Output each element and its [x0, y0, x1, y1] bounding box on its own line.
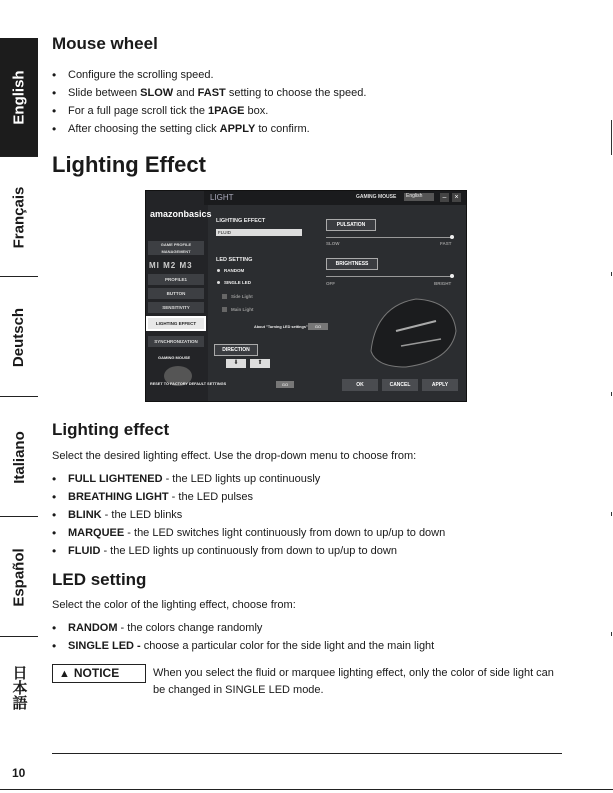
page-number: 10 — [12, 766, 26, 780]
mouse-image — [361, 291, 461, 371]
go-button[interactable]: GO — [308, 323, 328, 330]
sensitivity-nav[interactable]: SENSITIVITY — [148, 302, 204, 313]
edge-tick — [611, 392, 612, 396]
main-light-label: Main Light — [231, 307, 254, 312]
bottom-rule — [0, 789, 613, 790]
profile-select[interactable]: PROFILE1 — [148, 274, 204, 285]
lang-tab-label: 日本語 — [10, 664, 28, 710]
lang-tab-label: Español — [10, 547, 28, 607]
brightness-button[interactable]: BRIGHTNESS — [326, 258, 378, 270]
warning-icon: ▲ — [59, 668, 70, 680]
list-item: • SINGLE LED - choose a particular color for the side light and the main light — [68, 637, 434, 655]
direction-down-icon[interactable]: ⬇ — [226, 359, 246, 368]
lang-tab-espanol — [0, 516, 38, 637]
lang-tab-label: Italiano — [10, 430, 28, 484]
minimize-icon[interactable]: – — [440, 193, 449, 202]
pulsation-knob[interactable] — [450, 235, 454, 239]
close-icon[interactable]: × — [452, 193, 461, 202]
about-led-label: About "Turning LED settings" — [254, 325, 308, 329]
side-light-label: Side Light — [231, 294, 253, 299]
side-light-checkbox[interactable] — [222, 294, 227, 299]
list-item: • Slide between SLOW and FAST setting to choose the speed. — [68, 84, 366, 102]
list-item: • FLUID - the LED lights up continuously from down to up/up to down — [68, 542, 445, 560]
list-item: • FULL LIGHTENED - the LED lights up continuously — [68, 470, 445, 488]
right-edge-ticks — [607, 0, 613, 793]
mouse-wheel-list — [52, 66, 366, 138]
lighting-effect-label: LIGHTING EFFECT — [216, 218, 266, 224]
slow-label: SLOW — [326, 241, 340, 246]
edge-tick — [611, 632, 612, 636]
fast-label: FAST — [440, 241, 452, 246]
led-setting-heading: LED setting — [52, 570, 147, 589]
edge-tick — [611, 512, 612, 516]
mouse-wheel-heading: Mouse wheel — [52, 34, 158, 53]
lang-tab-label: English — [10, 69, 28, 125]
main-light-checkbox[interactable] — [222, 307, 227, 312]
reset-label: RESET TO FACTORY DEFAULT SETTINGS — [150, 382, 227, 386]
lang-tab-english — [0, 38, 38, 156]
random-label: RANDOM — [224, 268, 245, 273]
gaming-mouse-title: GAMING MOUSE — [356, 194, 397, 200]
notice-label: NOTICE — [73, 666, 120, 680]
led-setting-label: LED SETTING — [216, 257, 253, 263]
notice-text: When you select the fluid or marquee lighting effect, only the color of side light can be changed in SINGLE LED mode. — [153, 667, 554, 696]
screenshot-sidebar — [146, 191, 212, 401]
list-item: • MARQUEE - the LED switches light continuously from down to up/up to down — [68, 524, 445, 542]
bright-label: BRIGHT — [434, 281, 452, 286]
lang-tab-italiano — [0, 396, 38, 517]
apply-button[interactable]: APPLY — [422, 379, 458, 391]
lang-tab-japanese — [0, 636, 38, 737]
effect-list — [52, 470, 445, 560]
effect-dropdown[interactable]: FLUID — [216, 229, 302, 236]
single-led-radio[interactable] — [217, 281, 220, 284]
list-item: • RANDOM - the colors change randomly — [68, 619, 434, 637]
effect-intro: Select the desired lighting effect. Use the drop-down menu to choose from: — [52, 450, 417, 462]
lighting-effect-nav[interactable]: LIGHTING EFFECT — [148, 318, 204, 329]
lang-tab-label: Français — [10, 186, 28, 248]
list-item: • BREATHING LIGHT - the LED pulses — [68, 488, 445, 506]
brightness-slider[interactable] — [326, 276, 454, 277]
list-item: • For a full page scroll tick the 1PAGE box. — [68, 102, 366, 120]
brand-logo: amazonbasics — [150, 209, 212, 219]
single-led-label: SINGLE LED — [224, 280, 252, 285]
synchronization-nav[interactable]: SYNCHRONIZATION — [148, 336, 204, 347]
pulsation-slider[interactable] — [326, 237, 454, 238]
pulsation-button[interactable]: PULSATION — [326, 219, 376, 231]
random-radio[interactable] — [217, 269, 220, 272]
footer-rule — [52, 753, 562, 754]
gaming-mouse-label: GAMING MOUSE — [158, 355, 191, 360]
list-item: • After choosing the setting click APPLY to confirm. — [68, 120, 366, 138]
led-intro: Select the color of the lighting effect, choose from: — [52, 599, 296, 611]
button-nav[interactable]: BUTTON — [148, 288, 204, 299]
led-list — [52, 619, 434, 655]
edge-tick — [611, 120, 612, 155]
cancel-button[interactable]: CANCEL — [382, 379, 418, 391]
list-item: • BLINK - the LED blinks — [68, 506, 445, 524]
lang-tab-francais — [0, 156, 38, 277]
lighting-effect-heading: Lighting Effect — [52, 152, 206, 177]
ok-button[interactable]: OK — [342, 379, 378, 391]
lighting-effect-subheading: Lighting effect — [52, 420, 170, 439]
off-label: OFF — [326, 281, 335, 286]
language-select[interactable]: English — [404, 193, 434, 201]
brightness-knob[interactable] — [450, 274, 454, 278]
lang-tab-label: Deutsch — [10, 307, 28, 367]
reset-go-button[interactable]: GO — [276, 381, 294, 388]
mode-buttons[interactable]: MI M2 M3 — [149, 261, 193, 270]
direction-button[interactable]: DIRECTION — [214, 344, 258, 356]
lang-tab-deutsch — [0, 276, 38, 397]
direction-up-icon[interactable]: ⬆ — [250, 359, 270, 368]
edge-tick — [611, 272, 612, 276]
software-screenshot — [145, 190, 467, 402]
list-item: • Configure the scrolling speed. — [68, 66, 366, 84]
window-titlebar — [204, 191, 466, 205]
game-profile-button[interactable]: GAME PROFILE MANAGEMENT — [148, 241, 204, 255]
window-title: LIGHT — [210, 193, 234, 202]
notice-badge — [52, 664, 146, 683]
